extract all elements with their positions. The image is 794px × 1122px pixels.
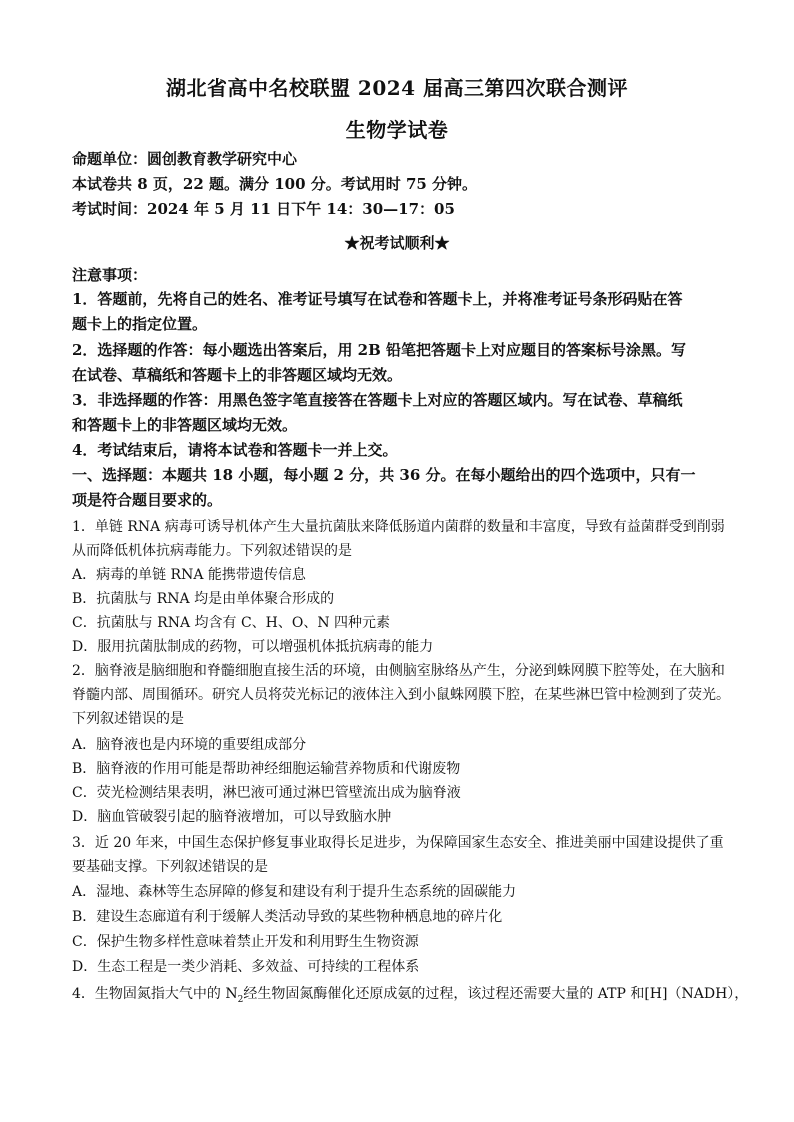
- notice-item-2-line-2: 在试卷、草稿纸和答题卡上的非答题区域均无效。: [72, 366, 403, 384]
- q2-option-c: C．荧光检测结果表明，淋巴液可通过淋巴管壁流出成为脑脊液: [72, 785, 461, 801]
- notice-item-4: 4．考试结束后，请将本试卷和答题卡一并上交。: [72, 441, 398, 459]
- q1-stem-line-1: 1．单链 RNA 病毒可诱导机体产生大量抗菌肽来降低肠道内菌群的数量和丰富度，导致有益菌群受到削弱: [72, 519, 725, 535]
- section-heading-line-2: 项是符合题目要求的。: [72, 491, 223, 509]
- q2-option-d: D．脑血管破裂引起的脑脊液增加，可以导致脑水肿: [72, 809, 392, 825]
- q2-option-a: A．脑脊液也是内环境的重要组成部分: [72, 737, 307, 753]
- q3-option-c: C．保护生物多样性意味着禁止开发和利用野生生物资源: [72, 934, 419, 950]
- q2-stem-line-3: 下列叙述错误的是: [72, 711, 184, 727]
- q3-option-a: A．湿地、森林等生态屏障的修复和建设有利于提升生态系统的固碳能力: [72, 884, 517, 900]
- q1-stem-line-2: 从而降低机体抗病毒能力。下列叙述错误的是: [72, 543, 352, 559]
- q3-stem-line-1: 3．近 20 年来，中国生态保护修复事业取得长足进步，为保障国家生态安全、推进美丽中国建设提供了重: [72, 835, 724, 851]
- q1-option-a: A．病毒的单链 RNA 能携带遗传信息: [72, 567, 306, 583]
- q4-stem-subscript: 2: [237, 994, 244, 1005]
- notice-item-3-line-2: 和答题卡上的非答题区域均无效。: [72, 416, 298, 434]
- q4-stem-line-1: [72, 985, 749, 1009]
- subject-title: 生物学试卷: [345, 118, 449, 142]
- q3-option-b: B．建设生态廊道有利于缓解人类活动导致的某些物种栖息地的碎片化: [72, 909, 503, 925]
- q1-option-b: B．抗菌肽与 RNA 均是由单体聚合形成的: [72, 591, 335, 607]
- time-line: 考试时间：2024 年 5 月 11 日下午 14：30—17：05: [72, 200, 455, 218]
- wish-line: ★祝考试顺利★: [344, 234, 450, 252]
- exam-title: 湖北省高中名校联盟 2024 届高三第四次联合测评: [165, 76, 629, 100]
- notice-item-3-line-1: 3．非选择题的作答：用黑色签字笔直接答在答题卡上对应的答题区域内。写在试卷、草稿纸: [72, 391, 683, 409]
- author-line: 命题单位：圆创教育教学研究中心: [72, 150, 298, 168]
- q4-stem-post: 经生物固氮酶催化还原成氨的过程，该过程还需要大量的 ATP 和[H]（NADH），: [243, 986, 749, 1002]
- notice-item-2-line-1: 2．选择题的作答：每小题选出答案后，用 2B 铅笔把答题卡上对应题目的答案标号涂黑。写: [72, 341, 687, 359]
- q3-option-d: D．生态工程是一类少消耗、多效益、可持续的工程体系: [72, 959, 420, 975]
- notice-heading: 注意事项：: [72, 266, 148, 284]
- q2-stem-line-1: 2．脑脊液是脑细胞和脊髓细胞直接生活的环境，由侧脑室脉络丛产生，分泌到蛛网膜下腔等处，在大脑和: [72, 663, 725, 679]
- q2-option-b: B．脑脊液的作用可能是帮助神经细胞运输营养物质和代谢废物: [72, 761, 461, 777]
- q1-option-c: C．抗菌肽与 RNA 均含有 C、H、O、N 四种元素: [72, 615, 391, 631]
- summary-line: 本试卷共 8 页，22 题。满分 100 分。考试用时 75 分钟。: [72, 175, 478, 193]
- section-heading-line-1: 一、选择题：本题共 18 小题，每小题 2 分，共 36 分。在每小题给出的四个选项中，只有一: [72, 466, 696, 484]
- q1-option-d: D．服用抗菌肽制成的药物，可以增强机体抵抗病毒的能力: [72, 639, 434, 655]
- q4-stem-pre: 4．生物固氮指大气中的 N: [72, 986, 238, 1002]
- q2-stem-line-2: 脊髓内部、周围循环。研究人员将荧光标记的液体注入到小鼠蛛网膜下腔，在某些淋巴管中检测到了荧光。: [72, 687, 730, 703]
- notice-item-1-line-2: 题卡上的指定位置。: [72, 315, 208, 333]
- q3-stem-line-2: 要基础支撑。下列叙述错误的是: [72, 859, 268, 875]
- notice-item-1-line-1: 1．答题前，先将自己的姓名、准考证号填写在试卷和答题卡上，并将准考证号条形码贴在答: [72, 290, 683, 308]
